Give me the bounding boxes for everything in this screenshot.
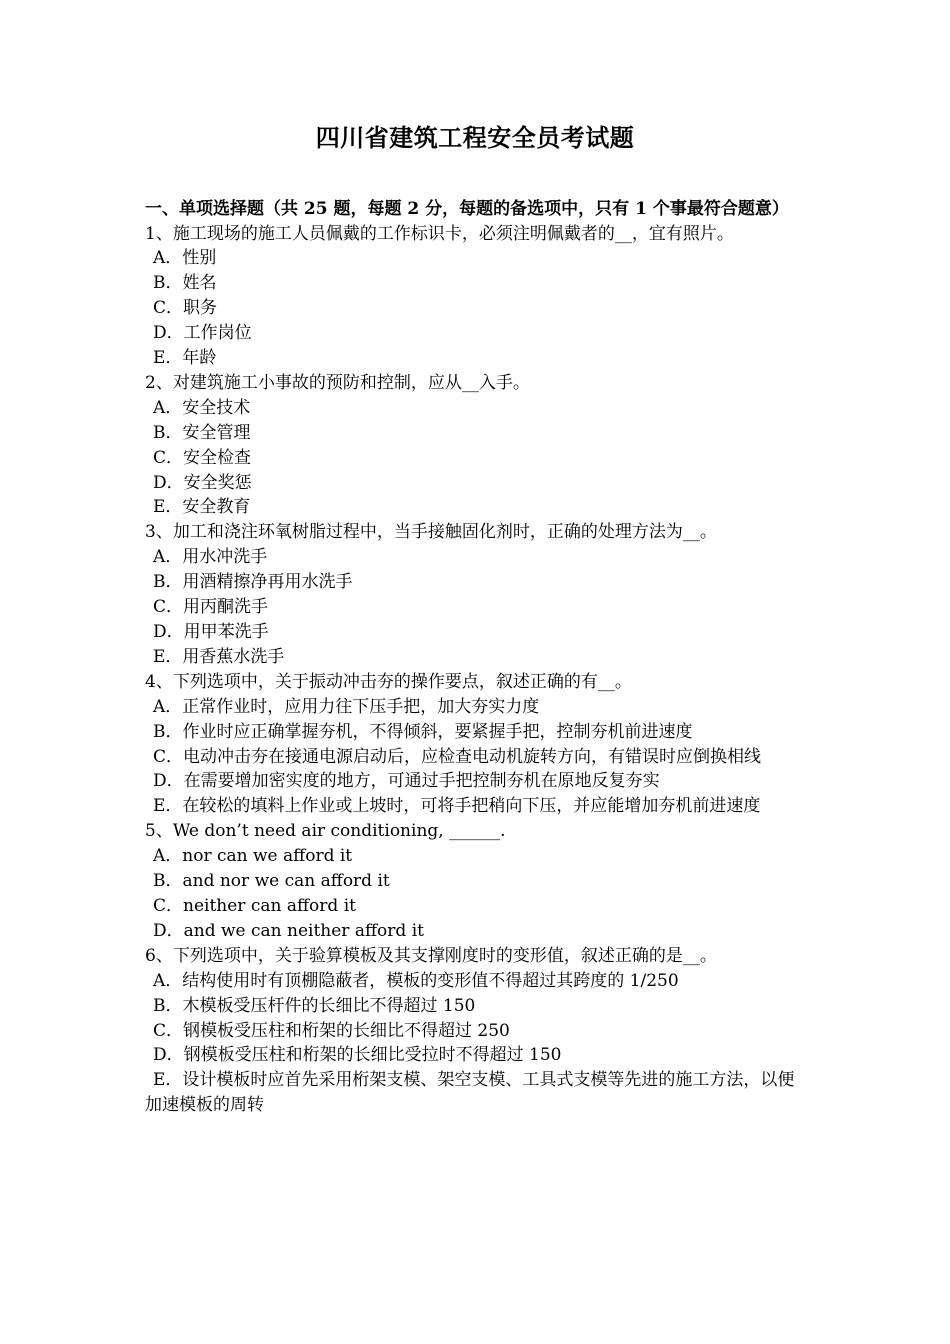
option-c: C．职务 <box>153 298 218 319</box>
option-d: D．and we can neither afford it <box>153 920 424 941</box>
question-6 <box>145 944 809 1118</box>
option-e: E．在较松的填料上作业或上坡时，可将手把稍向下压，并应能增加夯机前进速度 <box>153 796 761 817</box>
option-d: D．在需要增加密实度的地方，可通过手把控制夯机在原地反复夯实 <box>153 771 660 792</box>
option-a: A．nor can we afford it <box>153 846 353 867</box>
option-e: E．设计模板时应首先采用桁架支模、架空支模、工具式支模等先进的施工方法，以便加速模板的周转 <box>145 1070 795 1116</box>
section-heading: 一、单项选择题（共 25 题，每题 2 分，每题的备选项中，只有 1 个事最符合题意） <box>145 199 789 219</box>
option-c: C．电动冲击夯在接通电源启动后，应检查电动机旋转方向，有错误时应倒换相线 <box>153 746 762 767</box>
option-c: C．neither can afford it <box>153 895 356 916</box>
option-a: A．正常作业时，应用力往下压手把，加大夯实力度 <box>153 696 540 717</box>
document-title: 四川省建筑工程安全员考试题 <box>315 123 635 152</box>
question-3 <box>145 520 809 669</box>
option-b: B．木模板受压杆件的长细比不得超过 150 <box>153 995 476 1016</box>
option-b: B．作业时应正确掌握夯机，不得倾斜，要紧握手把，控制夯机前进速度 <box>153 721 693 742</box>
question-4 <box>145 670 809 819</box>
option-b: B．姓名 <box>153 273 217 294</box>
question-stem: 1、施工现场的施工人员佩戴的工作标识卡，必须注明佩戴者的__，宜有照片。 <box>145 223 734 244</box>
question-stem: 4、下列选项中，关于振动冲击夯的操作要点，叙述正确的有__。 <box>145 671 632 692</box>
option-b: B．用酒精擦净再用水洗手 <box>153 572 353 593</box>
option-a: A．性别 <box>153 248 217 269</box>
option-b: B．and nor we can afford it <box>153 871 390 892</box>
question-stem: 2、对建筑施工小事故的预防和控制，应从__入手。 <box>145 372 530 393</box>
option-e: E．年龄 <box>153 348 217 369</box>
option-d: D．安全奖惩 <box>153 472 252 493</box>
option-d: D．工作岗位 <box>153 323 252 344</box>
option-a: A．安全技术 <box>153 397 251 418</box>
option-c: C．用丙酮洗手 <box>153 597 269 618</box>
question-5 <box>145 819 809 944</box>
question-2 <box>145 371 809 520</box>
option-b: B．安全管理 <box>153 422 251 443</box>
option-d: D．钢模板受压柱和桁架的长细比受拉时不得超过 150 <box>153 1045 562 1066</box>
option-a: A．用水冲洗手 <box>153 547 268 568</box>
question-stem: 5、We don’t need air conditioning, ______. <box>145 821 506 842</box>
question-1 <box>145 222 809 371</box>
option-e: E．安全教育 <box>153 497 251 518</box>
option-d: D．用甲苯洗手 <box>153 622 269 642</box>
question-stem: 6、下列选项中，关于验算模板及其支撑刚度时的变形值，叙述正确的是__。 <box>145 945 717 966</box>
option-e: E．用香蕉水洗手 <box>153 646 285 667</box>
option-c: C．安全检查 <box>153 447 252 468</box>
document-body <box>145 197 809 1118</box>
option-c: C．钢模板受压柱和桁架的长细比不得超过 250 <box>153 1020 510 1041</box>
question-stem: 3、加工和浇注环氧树脂过程中，当手接触固化剂时，正确的处理方法为__。 <box>145 522 717 543</box>
option-a: A．结构使用时有顶棚隐蔽者，模板的变形值不得超过其跨度的 1/250 <box>153 970 679 991</box>
